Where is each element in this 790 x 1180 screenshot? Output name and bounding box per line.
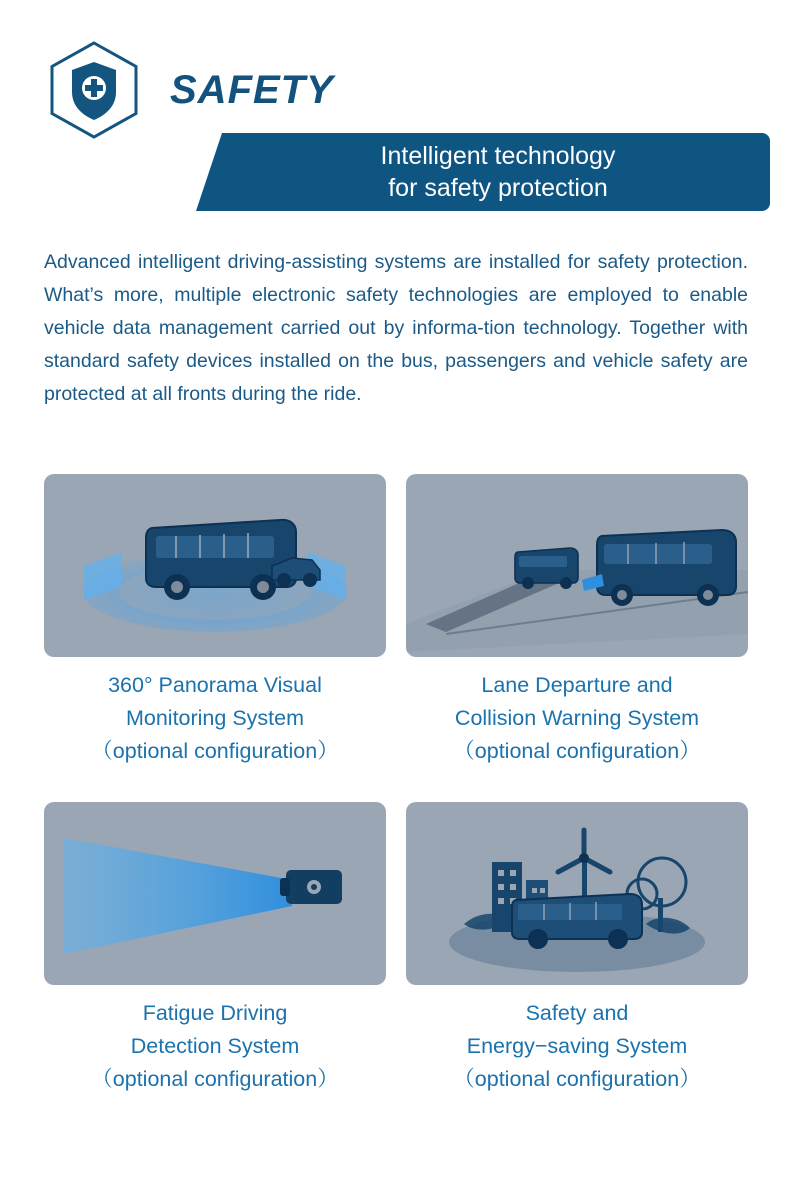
- feature-caption: [406, 997, 748, 1096]
- page-header: [44, 40, 334, 140]
- caption-line-3: （optional configuration）: [453, 739, 701, 763]
- camera-beam-fatigue-detection-illustration: [44, 802, 386, 985]
- feature-grid: [44, 474, 748, 1096]
- feature-card-360-panorama: [44, 474, 386, 768]
- banner-line-1: Intelligent technology: [380, 142, 616, 170]
- caption-line-2: Detection System: [130, 1034, 300, 1058]
- bus-360-panorama-illustration: [44, 474, 386, 657]
- caption-line-2: Monitoring System: [125, 706, 305, 730]
- feature-card-lane-departure: [406, 474, 748, 768]
- caption-line-2: Energy−saving System: [466, 1034, 688, 1058]
- banner-text: [196, 133, 770, 211]
- caption-line-1: Lane Departure and: [481, 673, 673, 697]
- feature-card-energy-saving: [406, 802, 748, 1096]
- banner-line-2: for safety protection: [388, 174, 608, 202]
- caption-line-2: Collision Warning System: [454, 706, 700, 730]
- caption-line-3: （optional configuration）: [91, 1067, 339, 1091]
- page-title: SAFETY: [170, 68, 334, 112]
- intro-text: Advanced intelligent driving-assisting systems are installed for safety protection. What’s more, multiple electronic safety technologies are employed to enable vehicle data management carried out by informa-tion technology. Together with standard safety devices installed on the bus, passengers and vehicle safety are protected at all fronts during the ride.: [44, 251, 748, 405]
- feature-caption: [44, 997, 386, 1096]
- banner: [196, 133, 770, 211]
- caption-line-1: Fatigue Driving: [142, 1001, 288, 1025]
- caption-line-3: （optional configuration）: [453, 1067, 701, 1091]
- bus-city-windmill-eco-illustration: [406, 802, 748, 985]
- two-buses-lane-departure-illustration: [406, 474, 748, 657]
- feature-card-fatigue-detection: [44, 802, 386, 1096]
- caption-line-3: （optional configuration）: [91, 739, 339, 763]
- caption-line-1: 360° Panorama Visual: [108, 673, 322, 697]
- intro-paragraph: [44, 246, 748, 411]
- caption-line-1: Safety and: [525, 1001, 629, 1025]
- feature-caption: [406, 669, 748, 768]
- feature-caption: [44, 669, 386, 768]
- shield-medical-icon: [44, 40, 144, 140]
